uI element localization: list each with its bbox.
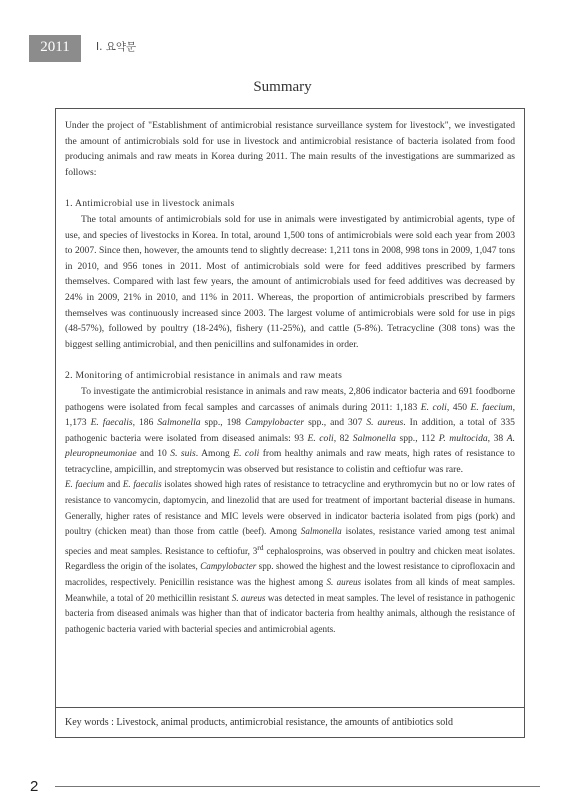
species-salmonella: Salmonella xyxy=(157,417,201,429)
species-pmultocida: P. multocida xyxy=(438,432,488,444)
page-title: Summary xyxy=(253,79,312,95)
species-ssuis: S. suis xyxy=(170,448,196,460)
section-2-title: 2. Monitoring of antimicrobial resistance in animals and raw meats xyxy=(65,370,343,382)
footer-rule xyxy=(55,786,540,787)
species-ecoli: E. coli xyxy=(420,401,447,413)
species-saureus: S. aureus xyxy=(366,417,404,429)
summary-content xyxy=(65,118,515,637)
page-number: 2 xyxy=(30,778,39,795)
species-efaecalis: E. faecalis xyxy=(90,417,133,429)
keywords: Key words : Livestock, animal products, antimicrobial resistance, the amounts of antibiotics sold xyxy=(56,707,524,737)
section-1-body: The total amounts of antimicrobials sold for use in animals were investigated by antimicrobial agents, type of use, and species of livestocks in Korea. In total, around 1,500 tons of antimicrobials were sold each year from 2003 to 2007. Since then, however, the amounts tend to slightly decrease: 1,211 tons in 2008, 998 tons in 2009, 1,047 tons in 2010, and 956 tones in 2011. Most of antimicrobials sold were for feed additives prescribed by farmers themselves. Compared with last few years, the amount of antimicrobials used for feed additives was decreased by 24% in 2009, 21% in 2010, and 11% in 2011. Whereas, the proportion of antimicrobials prescribed by farmers themselves was continuously increased since 2003. The largest volume of antimicrobials were sold for use in pigs (48-57%), followed by poultry (18-24%), fishery (11-25%), and cattle (5-8%). Tetracycline (308 tons) was the biggest selling antimicrobial, and then penicillins and sulfonamides in order. xyxy=(65,213,515,350)
summary-box xyxy=(55,108,525,738)
section-2-part-b: E. faecium and E. faecalis isolates showed high rates of resistance to tetracycline and erythromycin but no or low rates of resistance to vancomycin, daptomycin, and linezolid that are used for treatment of important bacterial disease in humans. Generally, higher rates of resistance and MIC levels were observed in indicator bacteria isolated from pigs (pork) and poultry (chicken meat) than those from cattle (beef). Among Salmonella isolates, resistance varied among test animal species and meat samples. Resistance to ceftiofur, 3rd cephalosproins, was observed in poultry and chicken meat isolates. Regardless the origin of the isolates, Campylobacter spp. showed the highest and the lowest resistance to ciprofloxacin and macrolides, respectively. Penicillin resistance was the highest among S. aureus isolates from all kinds of meat samples. Meanwhile, a total of 20 methicillin resistant S. aureus was detected in meat samples. The level of resistance in pathogenic bacteria from diseased animals was higher than that of indicator bacteria from healthy animals, although the resistance of pathogenic bacteria varied with bacterial species and antimicrobial agents. xyxy=(65,479,515,634)
header-rule xyxy=(29,60,81,62)
section-header: Ⅰ. 요약문 xyxy=(96,41,137,53)
section-1-title: 1. Antimicrobial use in livestock animals xyxy=(65,198,235,210)
species-apleuro: A. pleuropneumoniae xyxy=(65,432,516,460)
intro-paragraph: Under the project of "Establishment of antimicrobial resistance surveillance system for livestock", we investigated the amount of antimicrobials sold for use in livestock and antimicrobial resistance of bacteria isolated from food producing animals and raw meats in Korea during 2011. The main results of the investigations are summarized as follows: xyxy=(65,120,515,178)
year-badge: 2011 xyxy=(29,35,81,60)
section-2-part-a: To investigate the antimicrobial resistance in animals and raw meats, 2,806 indicator bacteria and 691 foodborne pathogens were isolated from fecal samples and carcasses of animals during 2011: 1,183 E. coli, 450 E. faecium, 1,173 E. faecalis, 186 Salmonella spp., 198 Campylobacter spp., and 307 S. aureus. In addition, a total of 335 pathogenic bacteria were isolated from diseased animals: 93 E. coli, 82 Salmonella spp., 112 P. multocida, 38 A. pleuropneumoniae and 10 S. suis. Among E. coli from healthy animals and raw meats, high rates of resistance to tetracycline, ampicillin, and streptomycin was observed but resistance to colistin and ceftiofur was rare. xyxy=(65,385,516,475)
species-efaecium: E. faecium xyxy=(470,401,513,413)
species-campylobacter: Campylobacter xyxy=(244,417,305,429)
